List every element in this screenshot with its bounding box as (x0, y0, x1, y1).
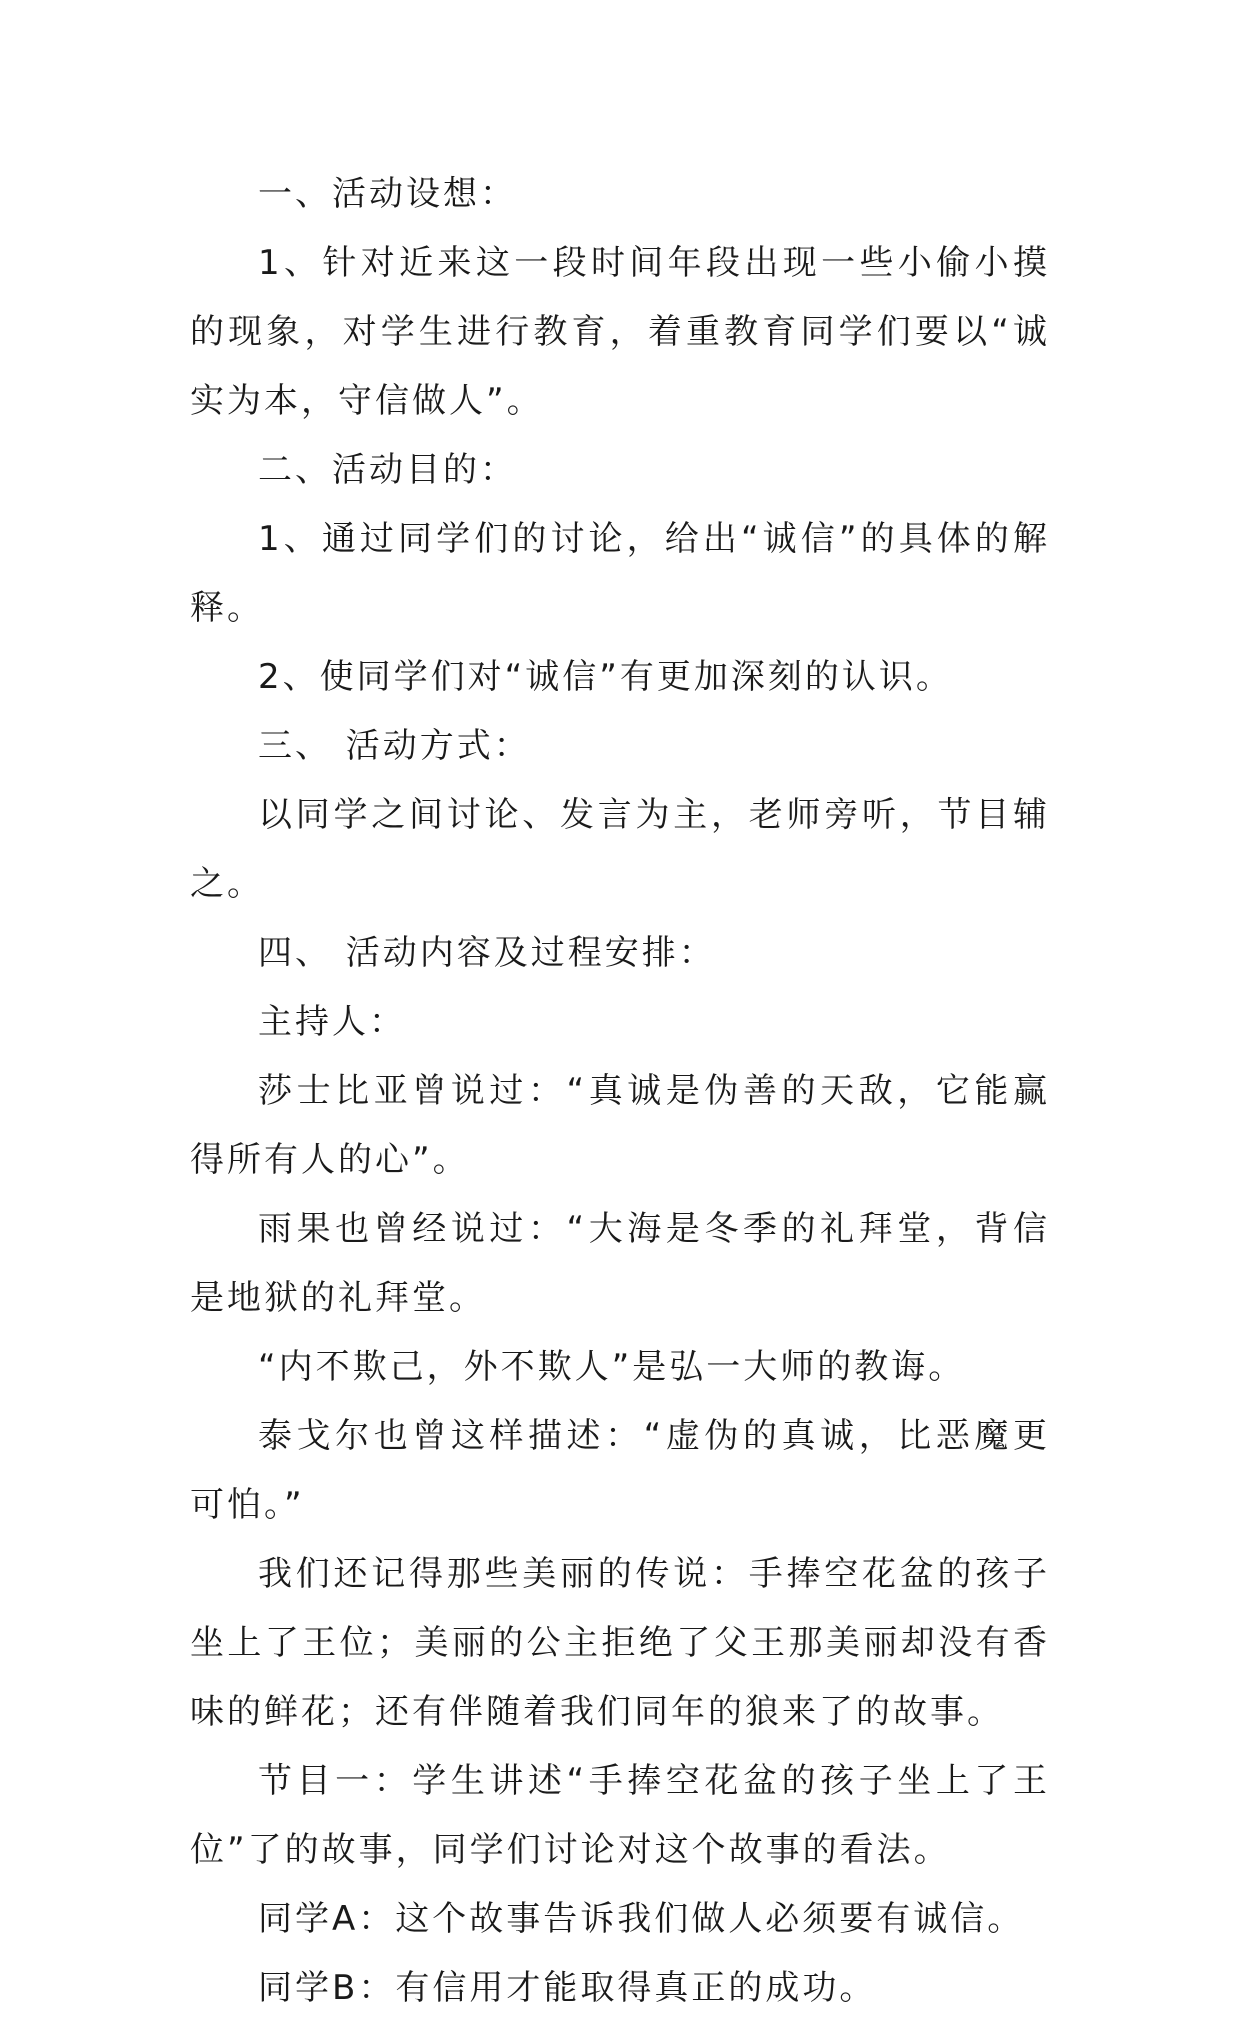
section-heading-activity-method: 三、 活动方式： (258, 726, 531, 766)
paragraph: 主持人： (258, 1002, 406, 1042)
paragraph: “内不欺己，外不欺人”是弘一大师的教诲。 (258, 1347, 966, 1387)
section-heading-activity-goal: 二、活动目的： (258, 450, 517, 490)
paragraph: 同学B：有信用才能取得真正的成功。 (258, 1968, 877, 2008)
paragraph: 泰戈尔也曾这样描述：“虚伪的真诚，比恶魔更可怕。” (190, 1416, 1050, 1525)
paragraph: 以同学之间讨论、发言为主，老师旁听，节目辅之。 (190, 795, 1050, 904)
paragraph: 1、通过同学们的讨论，给出“诚信”的具体的解释。 (190, 519, 1050, 628)
paragraph: 1、针对近来这一段时间年段出现一些小偷小摸的现象，对学生进行教育，着重教育同学们要以“诚实为本，守信做人”。 (190, 243, 1050, 421)
section-heading-activity-content: 四、 活动内容及过程安排： (258, 933, 716, 973)
paragraph: 我们还记得那些美丽的传说：手捧空花盆的孩子坐上了王位；美丽的公主拒绝了父王那美丽却没有香味的鲜花；还有伴随着我们同年的狼来了的故事。 (190, 1554, 1050, 1732)
paragraph: 莎士比亚曾说过：“真诚是伪善的天敌，它能赢得所有人的心”。 (190, 1071, 1050, 1180)
paragraph: 2、使同学们对“诚信”有更加深刻的认识。 (258, 657, 953, 697)
document-body (190, 160, 1050, 2023)
paragraph: 节目一：学生讲述“手捧空花盆的孩子坐上了王位”了的故事，同学们讨论对这个故事的看法。 (190, 1761, 1050, 1870)
paragraph: 雨果也曾经说过：“大海是冬季的礼拜堂，背信是地狱的礼拜堂。 (190, 1209, 1050, 1318)
section-heading-activity-idea: 一、活动设想： (258, 174, 517, 214)
paragraph: 同学A：这个故事告诉我们做人必须要有诚信。 (258, 1899, 1025, 1939)
